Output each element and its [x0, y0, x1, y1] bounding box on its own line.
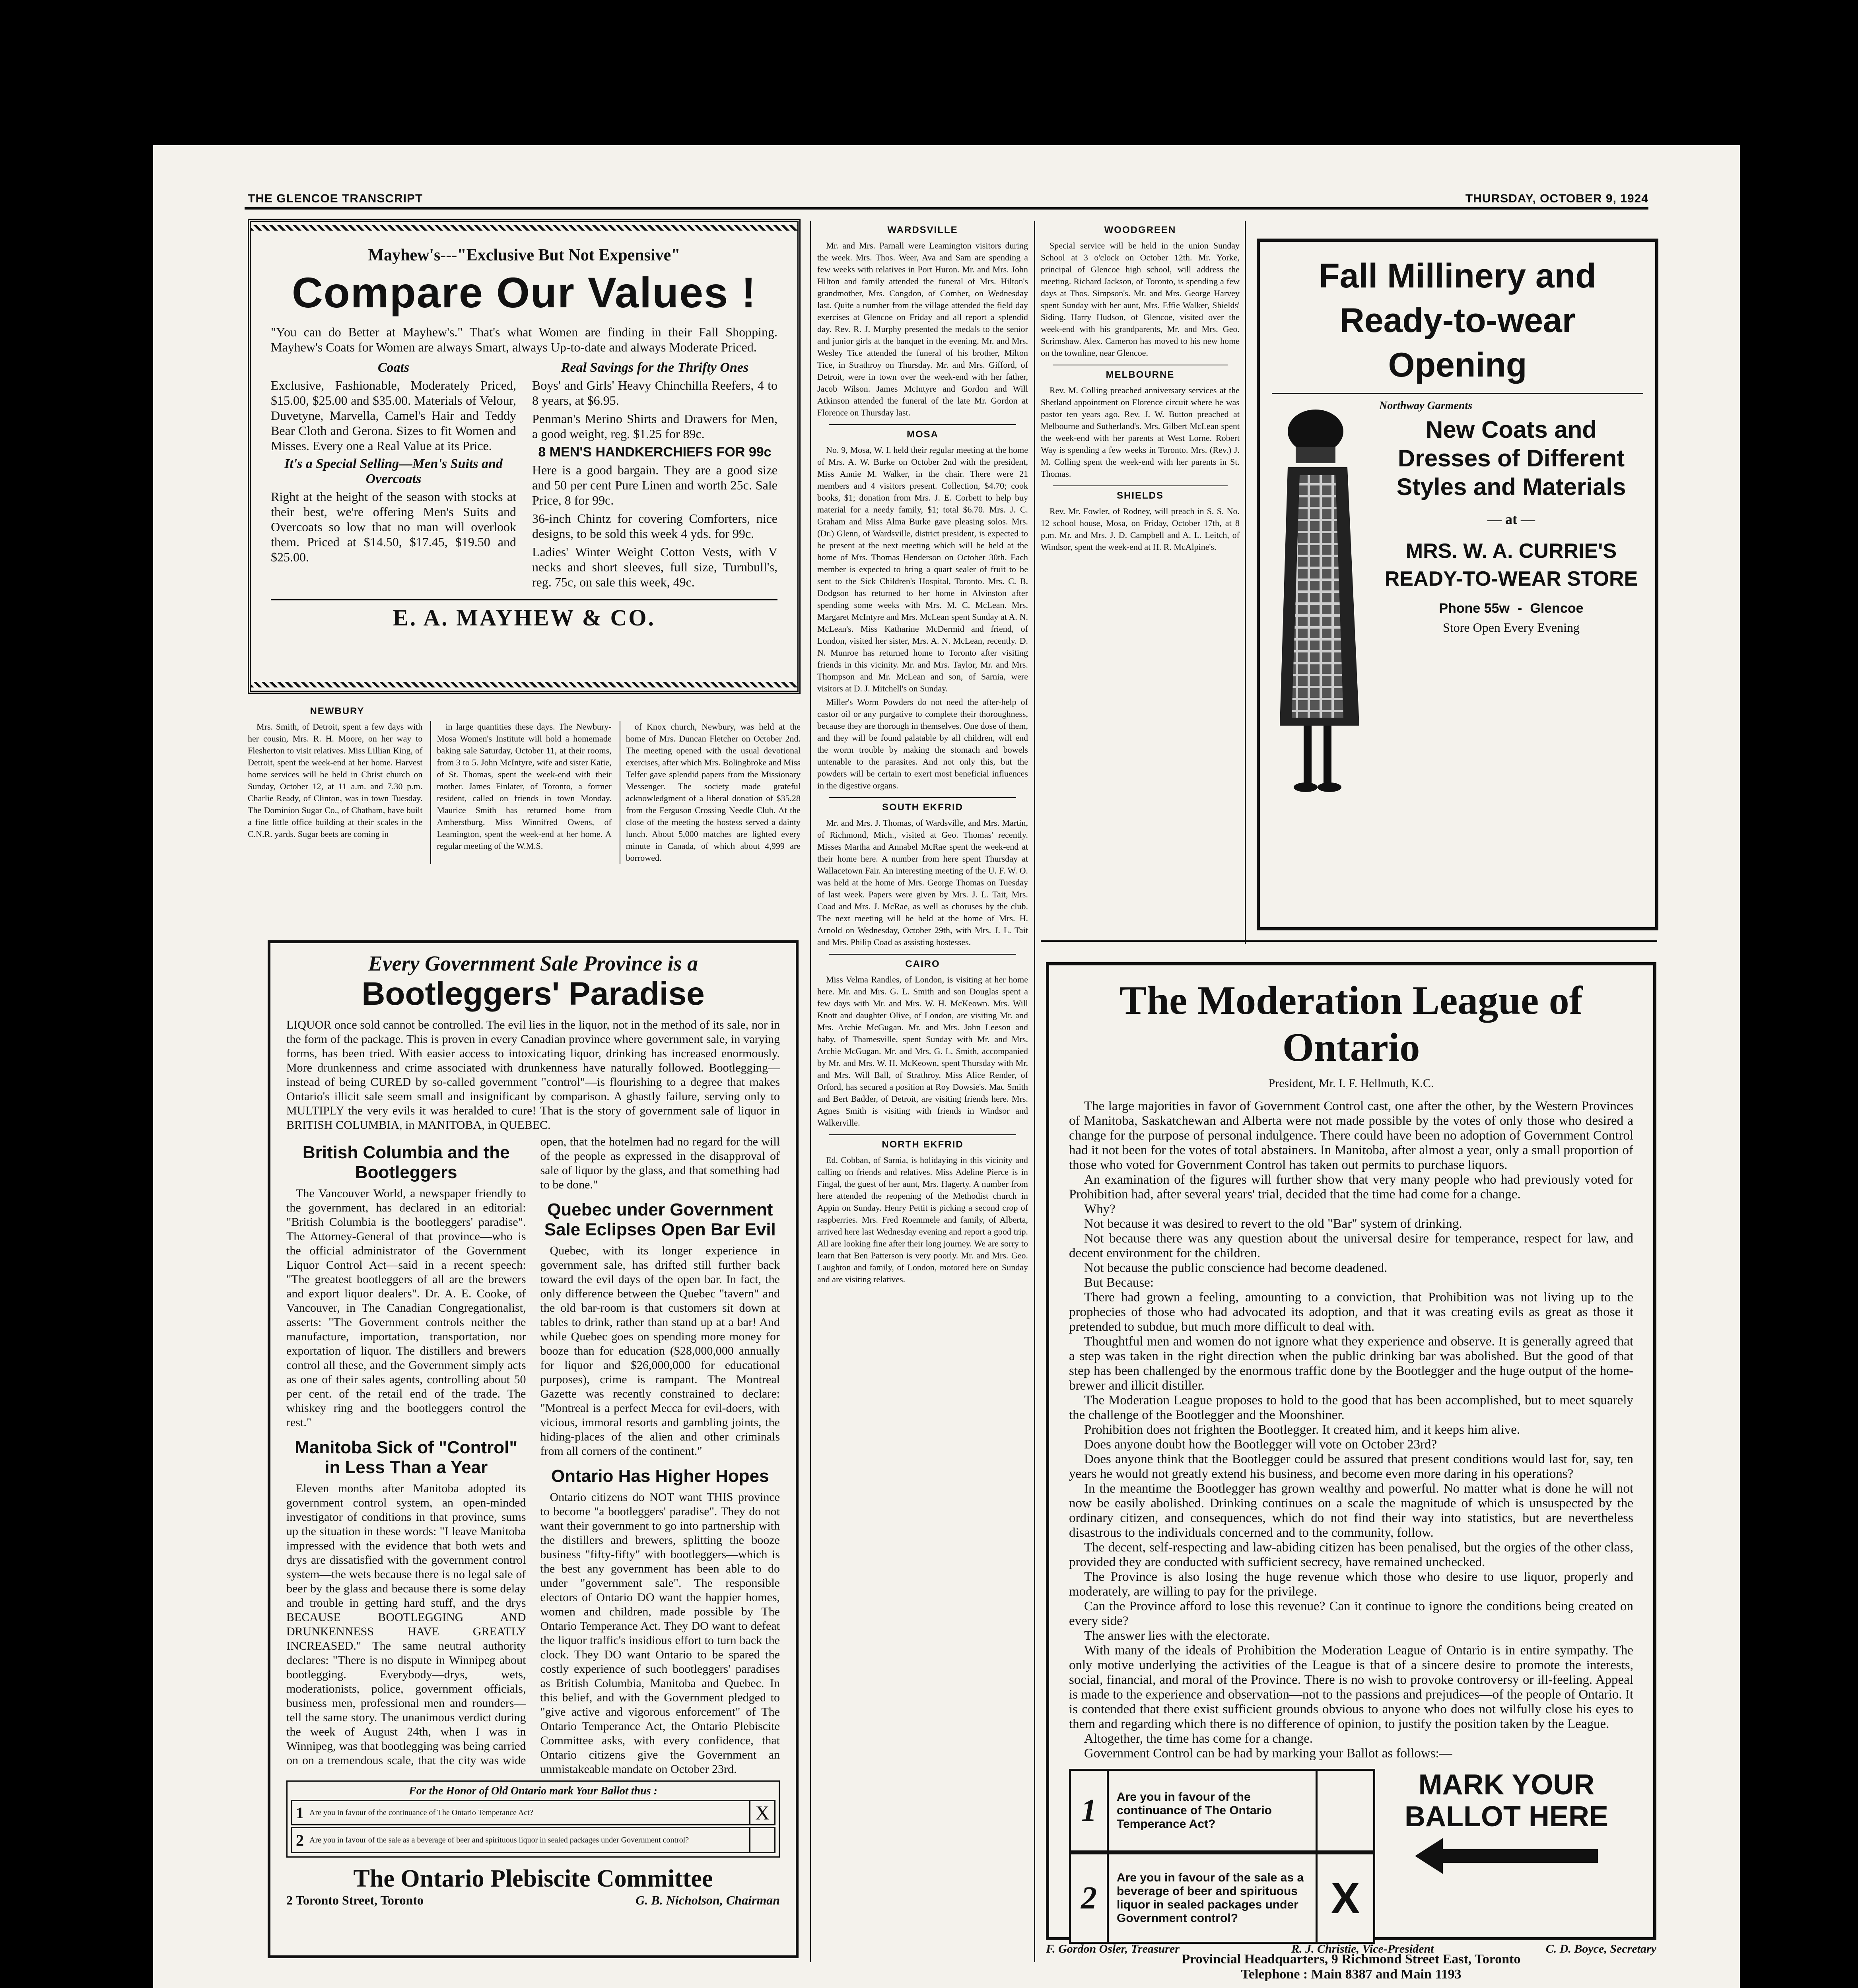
vice-president: R. J. Christie, Vice-President — [1291, 1942, 1434, 1955]
moderation-phone: Telephone : Main 8387 and Main 1193 — [1241, 1967, 1462, 1982]
savings-item: Ladies' Winter Weight Cotton Vests, with V necks and short sleeves, full size, Turnbull's, reg. 75c, on sale this week, 49c. — [532, 545, 777, 589]
masthead-rule — [245, 207, 1648, 210]
section-title: WARDSVILLE — [887, 225, 958, 235]
mayhew-firm: E. A. MAYHEW & CO. — [393, 605, 656, 631]
right-news-column — [1041, 221, 1240, 932]
middle-column — [817, 221, 1028, 1962]
mayhew-ad — [248, 219, 801, 694]
arrow-left-icon — [1415, 1838, 1598, 1874]
brand-label: Northway Garments — [1379, 400, 1473, 412]
moderation-paragraph: In the meantime the Bootlegger has grown wealthy and powerful. No matter what is done he will not now be easily abolished. Drinking continues on a scale the magnitude of which is unsuspected by the ordinary citizen, and consequences, which do not find their way into statistics, but are nevertheless disastrous to the individuals concerned and to the community, follow. — [1069, 1481, 1633, 1540]
fashion-illustration-icon — [1272, 400, 1371, 801]
mb-title: Manitoba Sick of "Control" in Less Than a Year — [295, 1438, 518, 1477]
column-rule — [1245, 221, 1246, 944]
mb-text: Eleven months after Manitoba adopted its government control system, an open-minded investigator of conditions in that province, sums up the situation in these words: "I leave Manitoba impressed with the evidence that both wets and drys are dissatisfied with the government control system—the wets because there is no legal sale of beer by the glass and because there is some delay and trouble in getting hard stuff, and the drys BECAUSE BOOTLEGGING AND DRUNKENNESS HAVE GREATLY INCREASED." The same neutral authority declares: "There is no dispute in Winnipeg about bootlegging. Everybody—drys, wets, moderationists, police, government officials, business men, professional men and rounders—tell the same story. The unanimous verdict during the week of August 24th, when I was in Winnipeg, was that bootlegging was being carried on on a tremendous scale, that the city was wide open, that the hotelmen had no regard for the will of the people as expressed in the disapproval of sale of liquor by the glass, and that something had to be done." — [286, 1135, 780, 1767]
border-pattern — [251, 225, 797, 231]
savings-item: 36-inch Chintz for covering Comforters, nice designs, to be sold this week 4 yds. for 99c. — [532, 511, 777, 541]
mayhew-tagline: Mayhew's---"Exclusive But Not Expensive" — [368, 246, 680, 264]
mini-ballot-mark: X — [749, 1801, 774, 1824]
section-title: MELBOURNE — [1106, 369, 1175, 380]
mayhew-intro: "You can do Better at Mayhew's." That's what Women are finding in their Fall Shopping. Mayhew's Coats for Women are always Smart, always Up-to-date and always Moderate Priced. — [271, 325, 777, 354]
newbury-column: Mrs. Smith, of Detroit, spent a few days with her cousin, Mrs. R. H. Moore, on her way to Flesherton to visit relatives. Miss Lillian King, of Detroit, spent the week-end at her home. Harvest home services will be held in Christ church on Sunday, October 12, at 11 a.m. and 7.30 p.m. Charlie Ready, of Clinton, was in town Tuesday. The Dominion Sugar Co., of Chatham, have built a fine little office building at their scales in the C.N.R. yards. Sugar beets are coming in — [248, 722, 423, 839]
south-ekfrid-text: Mr. and Mrs. J. Thomas, of Wardsville, and Mrs. Martin, of Richmond, Mich., visited at Geo. Thomas' recently. Misses Martha and Annabel McRae spent the week-end at their home here. A number from here spent Thursday at Wallacetown Fair. An interesting meeting of the U. F. W. O. was held at the home of Mrs. George Thomas on Tuesday of last week. Papers were given by Mrs. J. L. Tait, Mrs. Coad and Mrs. J. McRae, as well as choruses by the club. The next meeting will be held at the home of Mrs. H. Arnold on Wednesday, October 29th, with Mrs. J. L. Tait and Mrs. Philip Coad as assisting hostesses. — [817, 818, 1028, 947]
moderation-paragraph: Does anyone doubt how the Bootlegger will vote on October 23rd? — [1084, 1437, 1437, 1452]
wardsville-text: Mr. and Mrs. Parnall were Leamington visitors during the week. Mrs. Thos. Weer, Ava and Sam are spending a few weeks with relatives in Port Huron. Mr. and Mrs. John Hilton and family attended the funeral of Mrs. Hilton's grandmother, Mrs. Congdon, of Comber, on Wednesday last. Quite a number from the village attended the field day exercises at Glencoe on Friday and all report a splendid day. Rev. R. J. Murphy presented the medals to the senior and junior girls at the banquet in the evening. Mr. and Mrs. Wesley Tice attended the funeral of his brother, Milton Tice, in Strathroy on Thursday. Mr. and Mrs. Gifford, of Detroit, were in town over the week-end with her father, Jacob Wilson. James McIntyre and Gordon and Will Atkinson attended the funeral of the late Mr. Gordon at Florence on Thursday last. — [817, 241, 1028, 417]
currie-store: MRS. W. A. CURRIE'S READY-TO-WEAR STORE — [1384, 540, 1638, 590]
savings-item: Penman's Merino Shirts and Drawers for Men, a good weight, reg. $1.25 for 89c. — [532, 412, 777, 441]
mini-ballot-q1: Are you in favour of the continuance of The Ontario Temperance Act? — [309, 1808, 533, 1817]
mini-ballot-q2: Are you in favour of the sale as a beverage of beer and spirituous liquor in sealed packages under Government control? — [309, 1836, 689, 1844]
committee-name: The Ontario Plebiscite Committee — [353, 1865, 713, 1892]
treasurer: F. Gordon Osler, Treasurer — [1046, 1942, 1180, 1955]
moderation-paragraph: An examination of the figures will further show that very many people who had previously voted for Prohibition had, after several years' trial, decided that the time had come for a change. — [1069, 1173, 1633, 1202]
column-rule — [810, 221, 811, 1962]
ballot-question-2 — [1069, 1852, 1375, 1944]
cairo-text: Miss Velma Randles, of London, is visiting at her home here. Mr. and Mrs. G. L. Smith and son Douglas spent a few days with Mr. and Mrs. W. H. McKeown. Mrs. Will Knott and daughter Olive, of London, are visiting Mr. and Mrs. Archie McGugan. Mr. and Mrs. John Leeson and baby, of Thamesville, spent Sunday with Mr. and Mrs. Archie McGugan. Mr. and Mrs. G. L. Smith, accompanied by Mr. and Mrs. W. H. McKeown, spent Thursday with Mr. and Mrs. Will Ball, of Strathroy. Miss Alice Render, of Orford, has secured a position at Roy Dowsie's. Mac Smith and Bert Badder, of Detroit, are visiting friends here. Mrs. Agnes Smith is visiting with friends in Windsor and Walkerville. — [817, 975, 1028, 1128]
bootleggers-lead: LIQUOR once sold cannot be controlled. The evil lies in the liquor, not in the method of its sale, nor in the form of the package. This is proven in every Canadian province where government sale, in varying forms, has been tried. With easier access to intoxicating liquor, drinking has increased enormously. More drunkenness and crime associated with drunkenness have naturally followed. Bootlegging—instead of being CURED by so-called government "control"—is flourishing to a degree that makes Ontario's illicit sale seem small and insignificant by comparison. A ghastly failure, serving only to MULTIPLY the very evils it was heralded to cure! That is the story of government sale of liquor in BRITISH COLUMBIA, in MANITOBA, in QUEBEC. — [286, 1018, 780, 1132]
column-rule — [1034, 221, 1035, 1962]
moderation-paragraph: The answer lies with the electorate. — [1084, 1629, 1270, 1643]
bc-title: British Columbia and the Bootleggers — [302, 1143, 510, 1182]
section-rule — [1041, 940, 1657, 942]
ballot-question-text: Are you in favour of the sale as a beverage of beer and spirituous liquor in sealed packages under Government control? — [1117, 1871, 1304, 1925]
currie-headline: Fall Millinery and Ready-to-wear Opening — [1319, 257, 1596, 384]
bootleggers-kicker: Every Government Sale Province is a — [368, 951, 698, 975]
moderation-headline: The Moderation League of Ontario — [1119, 978, 1583, 1070]
currie-hours: Store Open Every Evening — [1443, 620, 1580, 635]
section-title: SOUTH EKFRID — [882, 802, 963, 813]
section-title: NORTH EKFRID — [882, 1139, 964, 1150]
currie-subhead: New Coats and Dresses of Different Styles and Materials — [1396, 416, 1626, 500]
ballot-empty-box — [1316, 1771, 1373, 1850]
newspaper-page — [153, 145, 1740, 1988]
moderation-paragraph: The decent, self-respecting and law-abiding citizen has been penalised, but the orgies of the other class, provided they are conducted with sufficient secrecy, have remained unchecked. — [1069, 1540, 1633, 1569]
currie-phone: Phone 55w — [1439, 601, 1510, 616]
moderation-paragraph: But Because: — [1084, 1276, 1154, 1290]
suits-title: It's a Special Selling—Men's Suits and Overcoats — [284, 456, 503, 486]
border-pattern — [251, 682, 797, 687]
moderation-paragraph: Not because the public conscience had become deadened. — [1084, 1261, 1388, 1275]
moderation-officers — [1046, 1942, 1656, 1956]
bc-text: The Vancouver World, a newspaper friendly to the government, has declared in an editorial: "British Columbia is the bootleggers' paradise". The Attorney-General of that province—who is the official administrator of the Government Liquor Control Act—said in a recent speech: "The greatest bootleggers of all are the brewers and export liquor dealers". Dr. A. E. Cooke, of Vancouver, in The Canadian Congregationalist, asserts: "The Government controls neither the manufacture, importation, transportation, nor exportation of liquor. The distillers and brewers control all these, and the Government simply acts as one of their sales agents, controlling about 50 per cent. of the retail end of the trade. The whiskey ring and the bootleggers control the rest." — [286, 1187, 526, 1429]
qc-text: Quebec, with its longer experience in government sale, has drifted still further back toward the evil days of the open bar. In fact, the only difference between the Quebec "tavern" and the old bar-room is that customers sit down at tables to drink, rather than stand up at a bar! And while Quebec goes on spending more money for booze than for education ($28,000,000 annually for liquor and $26,000,000 for educational purposes), crime is rampant. The Montreal Gazette was recently constrained to declare: "Montreal is a perfect Mecca for evil-doers, with vicious, immoral resorts and gambling joints, the hiding-places of the alien and other criminals from all corners of the continent." — [540, 1244, 780, 1458]
savings-item: Boys' and Girls' Heavy Chinchilla Reefers, 4 to 8 years, at $6.95. — [532, 378, 777, 408]
currie-ad — [1257, 239, 1658, 930]
moderation-paragraph: The Province is also losing the huge revenue which those who desire to use liquor, properly and moderately, are willing to pay for the privilege. — [1069, 1570, 1633, 1599]
mark-ballot-here: MARK YOUR BALLOT HERE — [1405, 1769, 1608, 1833]
currie-town: Glencoe — [1530, 601, 1584, 616]
section-title: NEWBURY — [310, 706, 365, 716]
handkerchiefs-title: 8 MEN'S HANDKERCHIEFS FOR 99c — [538, 445, 772, 460]
ballot-number: 2 — [1071, 1854, 1109, 1942]
moderation-president: President, Mr. I. F. Hellmuth, K.C. — [1268, 1077, 1434, 1090]
bootleggers-ad — [268, 940, 799, 1958]
section-title: CAIRO — [905, 959, 940, 969]
currie-dash: - — [1518, 601, 1522, 616]
north-ekfrid-text: Ed. Cobban, of Sarnia, is holidaying in this vicinity and calling on friends and relatives. Miss Adeline Pierce is in Fingal, the guest of her aunt, Mrs. Hagerty. A number from here attended the reopening of the Methodist church in Appin on Sunday. Henry Pettit is picking a second crop of raspberries. Mrs. Fred Roemmele and family, of Alberta, arrived here last Wednesday evening and report a good trip. All are looking fine after their long journey. We are sorry to learn that Ben Patterson is very poorly. Mr. and Mrs. Geo. Laughton and family, of London, motored here on Sunday and are visiting relatives. — [817, 1155, 1028, 1284]
savings-item: Here is a good bargain. They are a good size and 50 per cent Pure Linen and worth 25c. Sale Price, 8 for 99c. — [532, 463, 777, 507]
moderation-paragraph: Not because it was desired to revert to the old "Bar" system of drinking. — [1084, 1217, 1462, 1231]
shields-text: Rev. Mr. Fowler, of Rodney, will preach in S. S. No. 12 school house, Mosa, on Friday, October 17th, at 8 p.m. Mr. and Mrs. J. D. Campbell and A. L. Leitch, of Windsor, spent the week-end at H. R. McAlpine's. — [1041, 506, 1240, 552]
committee-address: 2 Toronto Street, Toronto — [286, 1893, 424, 1907]
currie-at: — at — — [1487, 511, 1535, 527]
newbury-column: of Knox church, Newbury, was held at the home of Mrs. Duncan Fletcher on October 2nd. The meeting opened with the usual devotional exercises, after which Mrs. Bolingbroke and Miss Telfer gave splendid papers from the Missionary Messenger. The society made grateful acknowledgment of a liberal donation of $35.28 from the Ferguson Crossing Needle Club. At the close of the meeting the hostess served a dainty lunch. About 5,000 matches are lighted every minute in Canada, of which about 4,999 are borrowed. — [620, 721, 801, 864]
ballot-question-1 — [1069, 1769, 1375, 1852]
moderation-paragraph: There had grown a feeling, amounting to a conviction, that Prohibition was not living up to the prophecies of those who had advocated its adoption, and that it was creating evils as great as those it pretended to subdue, but much more difficult to deal with. — [1069, 1290, 1633, 1334]
moderation-ballot — [1069, 1769, 1633, 1952]
newbury-section — [248, 702, 801, 932]
moderation-paragraph: With many of the ideals of Prohibition the Moderation League of Ontario is in entire sympathy. The only motive underlying the activities of the League is that of a sincere desire to promote the interests, social, financial, and moral of the Province. There is no wish to provoke controversy or ill-feeling. Appeal is made to the experience and observation—not to the passions and prejudices—of the people of Ontario. It is contended that there exist sufficient grounds obvious to anyone who does not wilfully close his eyes to them and regarding which there is no difference of opinion, to justify the position taken by the League. — [1069, 1643, 1633, 1731]
ballot-number: 1 — [1071, 1771, 1109, 1850]
committee-chairman: G. B. Nicholson, Chairman — [636, 1893, 780, 1907]
masthead-title: THE GLENCOE TRANSCRIPT — [248, 192, 423, 205]
mayhew-headline: Compare Our Values ! — [292, 268, 757, 316]
moderation-paragraph: Prohibition does not frighten the Bootlegger. It created him, and it keeps him alive. — [1084, 1423, 1520, 1437]
mini-ballot-title: For the Honor of Old Ontario mark Your Ballot thus : — [409, 1785, 657, 1797]
moderation-hq: Provincial Headquarters, 9 Richmond Street East, Toronto — [1182, 1952, 1521, 1967]
melbourne-text: Rev. M. Colling preached anniversary services at the Shetland appointment on Florence circuit where he was pastor ten years ago. Rev. J. W. Button preached at Melbourne and Sutherland's. Mrs. Gilbert McLean spent the week-end with her parents at West Lorne. Robert Way is spending a few weeks in Toronto. Mrs. (Rev.) J. M. Colling spent the week-end with her parents in St. Thomas. — [1041, 385, 1240, 479]
coats-title: Coats — [377, 360, 410, 375]
on-text: Ontario citizens do NOT want THIS province to become "a bootleggers' paradise". They do not want their government to go into partnership with the distillers and brewers, splitting the booze business "fifty-fifty" with bootleggers—which is the best any government has been able to do under "government sale". The responsible electors of Ontario DO want the happier homes, women and children, made possible by The Ontario Temperance Act. They DO want to defeat the liquor traffic's insidious effort to turn back the clock. They DO want Ontario to be spared the costly experience of such bootleggers' paradises as British Columbia, Manitoba and Quebec. In this belief, and with the Government pledged to "give active and vigorous enforcement" of The Ontario Temperance Act, the Ontario Plebiscite Committee asks, with every confidence, that Ontario citizens give the Government an unmistakeable mandate on October 23rd. — [540, 1491, 780, 1776]
section-title: SHIELDS — [1116, 490, 1164, 501]
moderation-paragraph: Does anyone think that the Bootlegger could be assured that present conditions would last for, say, ten years he would not greatly extend his business, and become even more daring in his operations? — [1069, 1452, 1633, 1481]
section-title: MOSA — [907, 429, 939, 440]
moderation-paragraph: Can the Province afford to lose this revenue? Can it continue to ignore the conditions being created on every side? — [1069, 1599, 1633, 1628]
moderation-paragraph: Not because there was any question about the universal desire for temperance, respect for law, and decent environment for the children. — [1069, 1231, 1633, 1260]
moderation-paragraph: The Moderation League proposes to hold to the good that has been accomplished, but to meet squarely the challenge of the Bootlegger and the Moonshiner. — [1069, 1393, 1633, 1422]
secretary: C. D. Boyce, Secretary — [1545, 1942, 1656, 1955]
mosa-text: No. 9, Mosa, W. I. held their regular meeting at the home of Mrs. A. W. Burke on October 2nd with the president, Miss Annie M. Walker, in the chair. There were 21 members and 4 visitors present. Collection, $4.70; cook books, $1; donation from Mrs. J. E. Corbett to help buy material for a needy family, $1; total $6.70. Mrs. J. C. Graham and Miss Alma Burke gave pleasing solos. Mrs. (Dr.) Glenn, of Wardsville, district president, is expected to be present at the next meeting which will be held at the home of Mrs. Thomas Henderson on October 30th. Each member is expected to bring a quart sealer of fruit to be sent to the Sick Children's Hospital, Toronto. Mrs. C. B. Dodgson has returned to her home in Alvinston after spending some weeks with Mrs. M. C. McLean. Mrs. Margaret McIntyre and Mrs. McLean spent Sunday at A. N. McLean's. Miss Katharine McDermid and friend, of London, visited her sister, Mrs. A. N. McLean, recently. D. N. Munroe has returned home to Toronto after visiting friends in this vicinity. Mr. and Mrs. Taylor, Mr. and Mrs. Thompson and Mr. McLean and son, of Sarnia, were visitors at D. J. Mitchell's on Sunday. — [817, 445, 1028, 693]
coats-text: Exclusive, Fashionable, Moderately Priced, $15.00, $25.00 and $35.00. Materials of Velour, Duvetyne, Marvella, Camel's Hair and Teddy Bear Cloth and Gerona. Sizes to fit Women and Misses. Every one a Real Value at its Price. — [271, 378, 516, 453]
moderation-paragraph: The large majorities in favor of Government Control cast, one after the other, by the Western Provinces of Manitoba, Saskatchewan and Alberta were not made possible by the votes of only those who desired a change for the purpose of personal indulgence. There could have been no adoption of Government Control had it not been for the votes of total abstainers. In Manitoba, after almost a year, only a small proportion of those who voted for Government Control has taken out permits to purchase liquors. — [1069, 1099, 1633, 1172]
suits-text: Right at the height of the season with stocks at their best, we're offering Men's Suits and Overcoats so low that no man will overlook them. Priced at $14.50, $17.45, $19.50 and $25.00. — [271, 489, 516, 564]
masthead-date: THURSDAY, OCTOBER 9, 1924 — [1465, 192, 1648, 205]
woodgreen-text: Special service will be held in the union Sunday School at 3 o'clock on October 12th. Mr. Yorke, principal of Glencoe high school, will address the meeting. Richard Jackson, of Toronto, is spending a few days at Thos. Simpson's. Mr. and Mrs. George Harvey spent Sunday with her aunt, Mrs. Effie Walker, Shields' Siding. Harry Hudson, of Glencoe, visited over the week-end with his grandparents, Mr. and Mrs. Geo. Scrimshaw. Alex. Cameron has moved to his new home on the townline, near Glencoe. — [1041, 241, 1240, 358]
newbury-column: in large quantities these days. The Newbury-Mosa Women's Institute will hold a homemade baking sale Saturday, October 11, at their rooms, from 3 to 5. John McIntyre, wife and sister Katie, of St. Thomas, spent the week-end with their mother. James Finlater, of Toronto, a former resident, called on friends in town Monday. Maurice Smith has returned home from Amherstburg. Miss Winnifred Owens, of Leamington, spent the week-end at her home. A regular meeting of the W.M.S. — [430, 721, 611, 864]
moderation-paragraph: Altogether, the time has come for a change. — [1084, 1732, 1313, 1746]
bootleggers-headline: Bootleggers' Paradise — [361, 976, 705, 1012]
moderation-paragraph: Thoughtful men and women do not ignore what they experience and observe. It is generally agreed that a step was taken in the right direction when the public drinking bar was abolished. But the good of that step has been challenged by the enormous traffic done by the Bootlegger and the huge output of the home-brewer and illicit distiller. — [1069, 1334, 1633, 1393]
moderation-paragraph: Government Control can be had by marking your Ballot as follows:— — [1084, 1746, 1452, 1761]
worm-powders-ad: Miller's Worm Powders do not need the after-help of castor oil or any purgative to complete their thoroughness, because they are thorough in themselves. One dose of them, and they will be found palatable by all children, will end the worm trouble by making the stomach and bowels untenable to the parasites. And not only this, but the powders will be certain to exert most beneficial influences in the digestive organs. — [817, 697, 1028, 790]
ballot-mark: X — [1316, 1854, 1373, 1942]
qc-title: Quebec under Government Sale Eclipses Open Bar Evil — [544, 1200, 776, 1239]
moderation-paragraph: Why? — [1084, 1202, 1116, 1216]
on-title: Ontario Has Higher Hopes — [551, 1466, 769, 1486]
section-title: WOODGREEN — [1104, 225, 1176, 235]
ballot-question-text: Are you in favour of the continuance of The Ontario Temperance Act? — [1117, 1790, 1272, 1831]
mini-ballot: For the Honor of Old Ontario mark Your Ballot thus : 1 Are you in favour of the continuance of The Ontario Temperance Act? X 2 Are you in favour of the sale as a beverage of beer and spirituous liquor in sealed packages under Government control? — [286, 1780, 780, 1858]
savings-title: Real Savings for the Thrifty Ones — [561, 360, 749, 375]
